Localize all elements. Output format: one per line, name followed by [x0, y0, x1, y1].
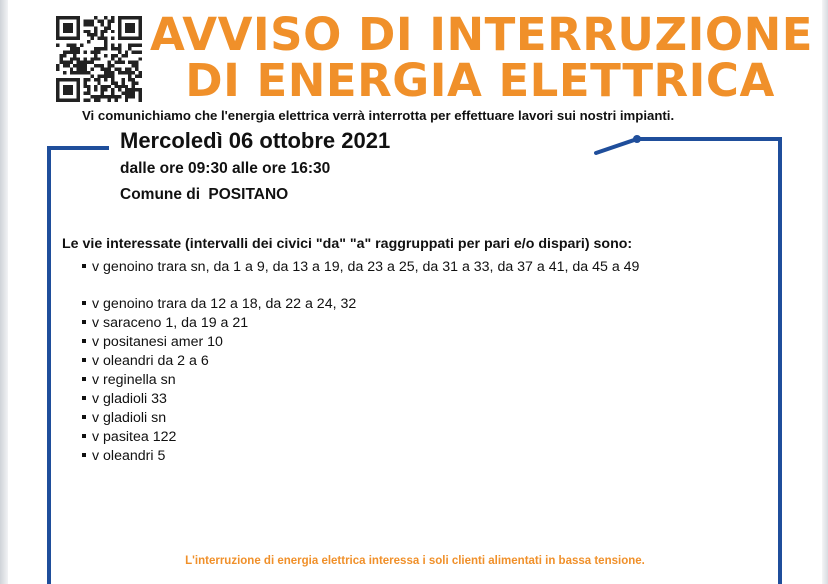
frame-top-right-border: [637, 137, 782, 141]
square-bullet-icon: [82, 358, 86, 362]
title-line-2: DI ENERGIA ELETTRICA: [185, 54, 775, 107]
street-text: v oleandri 5: [92, 448, 166, 464]
street-text: v gladioli sn: [92, 410, 167, 426]
street-text: v pasitea 122: [92, 429, 177, 445]
list-item: [82, 428, 176, 446]
street-text: v oleandri da 2 a 6: [92, 353, 209, 369]
comune-name: POSITANO: [208, 186, 289, 203]
list-item: [82, 390, 167, 408]
title-line-1: AVVISO DI INTERRUZIONE: [150, 8, 813, 61]
street-text: v positanesi amer 10: [92, 334, 223, 350]
square-bullet-icon: [82, 377, 86, 381]
list-item: [82, 409, 166, 427]
street-text: v genoino trara da 12 a 18, da 22 a 24, 32: [92, 296, 357, 312]
list-item: [82, 371, 176, 389]
frame-left-border: [47, 146, 51, 584]
square-bullet-icon: [82, 434, 86, 438]
square-bullet-icon: [82, 264, 86, 268]
list-item: [82, 295, 356, 313]
outage-hours: dalle ore 09:30 alle ore 16:30: [120, 160, 331, 177]
right-edge-shadow: [822, 0, 828, 584]
street-text: v saraceno 1, da 19 a 21: [92, 315, 249, 331]
list-item: [82, 258, 639, 276]
square-bullet-icon: [82, 453, 86, 457]
square-bullet-icon: [82, 301, 86, 305]
comune-label: Comune di: [120, 186, 201, 203]
frame-top-border: [47, 146, 109, 150]
intro-text: Vi comunichiamo che l'energia elettrica verrà interrotta per effettuare lavori sui nostri impianti.: [82, 108, 675, 123]
street-text: v gladioli 33: [92, 391, 167, 407]
list-item: [82, 333, 223, 351]
street-text: v genoino trara sn, da 1 a 9, da 13 a 19, da 23 a 25, da 31 a 33, da 37 a 41, da 45 a 49: [92, 259, 640, 275]
street-text: v reginella sn: [92, 372, 176, 388]
notice-title: [150, 8, 813, 107]
list-item: [82, 352, 209, 370]
outage-comune: [120, 186, 288, 204]
footer-note: L'interruzione di energia elettrica interessa i soli clienti alimentati in bassa tensione.: [185, 555, 645, 567]
frame-right-border: [778, 137, 782, 584]
list-item: [82, 447, 165, 465]
affected-streets-heading: Le vie interessate (intervalli dei civici "da" "a" raggruppati per pari e/o dispari) sono:: [62, 236, 633, 252]
square-bullet-icon: [82, 396, 86, 400]
list-item: [82, 314, 248, 332]
left-edge-shadow: [0, 0, 8, 584]
outage-date: Mercoledì 06 ottobre 2021: [120, 128, 391, 153]
square-bullet-icon: [82, 320, 86, 324]
qr-code-icon: [56, 16, 142, 102]
square-bullet-icon: [82, 339, 86, 343]
square-bullet-icon: [82, 415, 86, 419]
